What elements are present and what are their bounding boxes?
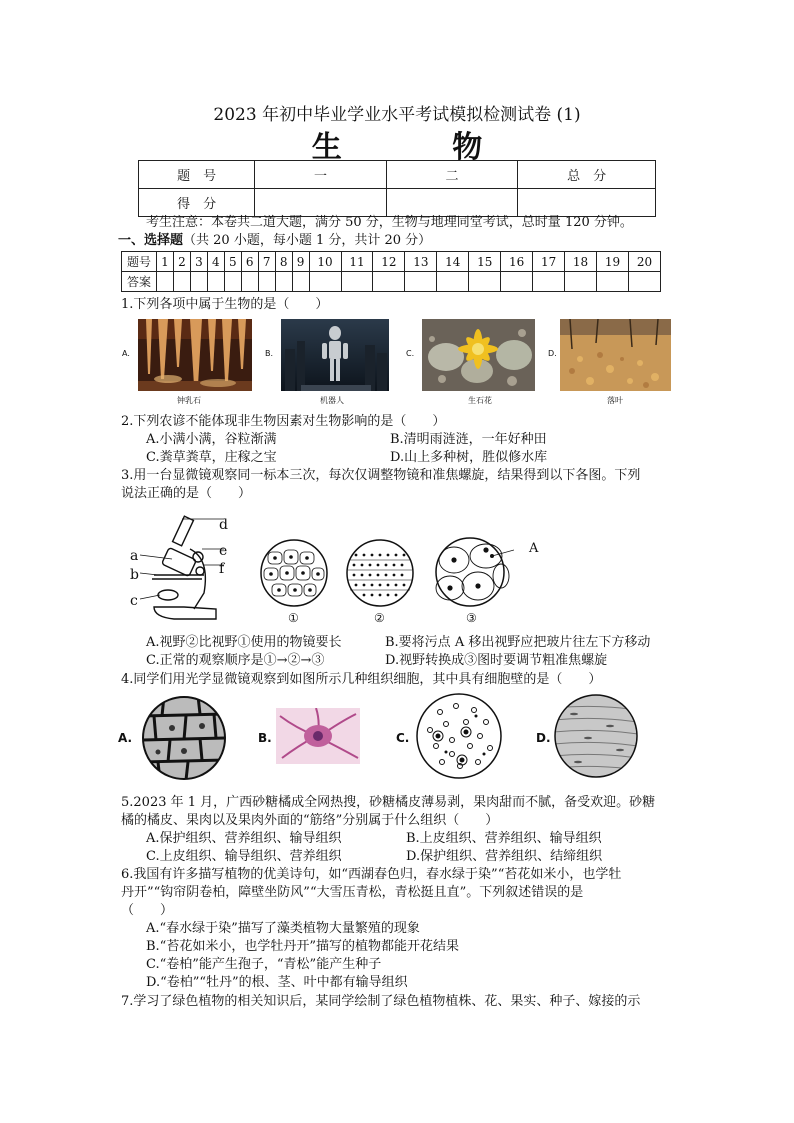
question-3-stem-line2: 说法正确的是（ ）	[121, 486, 252, 501]
answer-cell[interactable]	[437, 272, 469, 292]
question-number-cell: 5	[224, 252, 241, 272]
question-number-cell: 3	[190, 252, 207, 272]
question-number-cell: 15	[469, 252, 501, 272]
q3-option-c: C.正常的观察顺序是①→②→③	[146, 653, 325, 668]
answer-cell[interactable]	[597, 272, 629, 292]
q5-option-a: A.保护组织、营养组织、输导组织	[146, 831, 342, 846]
score-label-cell: 得 分	[139, 189, 255, 217]
answer-cell[interactable]	[469, 272, 501, 292]
question-4-stem: 4.同学们用光学显微镜观察到如图所示几种组织细胞，其中具有细胞壁的是（ ）	[121, 672, 602, 687]
question-number-cell: 20	[628, 252, 660, 272]
exam-title: 2023 年初中毕业学业水平考试模拟检测试卷 (1)	[213, 105, 581, 125]
point-a-label: A	[529, 541, 539, 556]
view-label-2: ②	[374, 611, 385, 625]
microscope-view-2	[340, 538, 420, 608]
q5-option-c: C.上皮组织、输导组织、营养组织	[146, 849, 342, 864]
question-2-stem: 2.下列农谚不能体现非生物因素对生物影响的是（ ）	[121, 414, 446, 429]
view-label-3: ③	[466, 611, 477, 625]
question-number-cell: 8	[275, 252, 292, 272]
answer-cell[interactable]	[275, 272, 292, 292]
question-number-cell: 17	[533, 252, 565, 272]
answer-cell[interactable]	[565, 272, 597, 292]
subject-title: 生 物	[311, 130, 533, 165]
lithops-image	[422, 319, 535, 391]
q1-option-caption: 落叶	[607, 396, 623, 405]
q6-option-a: A.“春水绿于染”描写了藻类植物大量繁殖的现象	[146, 921, 420, 936]
question-number-cell: 10	[309, 252, 341, 272]
answer-cell[interactable]	[190, 272, 207, 292]
section-heading	[118, 232, 431, 250]
q1-option-letter: B.	[265, 349, 274, 358]
robot-image	[281, 319, 389, 391]
answer-cell[interactable]	[309, 272, 341, 292]
q2-option-a: A.小满小满，谷粒渐满	[146, 432, 277, 447]
microscope-label-e: e	[219, 543, 228, 559]
fallen-leaves-image	[560, 319, 671, 391]
q4-option-letter: B.	[258, 731, 272, 745]
q2-option-b: B.清明雨涟涟，一年好种田	[390, 432, 547, 447]
score-header-cell: 题 号	[139, 161, 255, 189]
q3-option-a: A.视野②比视野①使用的物镜要长	[146, 635, 342, 650]
answer-cell[interactable]	[241, 272, 258, 292]
question-5-stem-line2: 橘的橘皮、果肉以及果肉外面的“筋络”分别属于什么组织（ ）	[121, 813, 499, 828]
q3-option-b: B.要将污点 A 移出视野应把玻片往左下方移动	[385, 635, 651, 650]
answer-cell[interactable]	[173, 272, 190, 292]
q6-option-d: D.“卷柏”“牡丹”的根、茎、叶中都有输导组织	[146, 975, 408, 990]
microscope-label-a: a	[130, 548, 139, 564]
view-label-1: ①	[288, 611, 299, 625]
section-heading-label: 一、选择题	[118, 233, 184, 248]
answer-cell[interactable]	[405, 272, 437, 292]
q1-option-letter: C.	[406, 349, 415, 358]
answer-cell[interactable]	[224, 272, 241, 292]
microscope-label-c: c	[130, 593, 138, 609]
answer-cell[interactable]	[501, 272, 533, 292]
microscope-label-d: d	[219, 517, 228, 533]
score-input-cell[interactable]	[518, 189, 656, 217]
q6-option-c: C.“卷柏”能产生孢子，“青松”能产生种子	[146, 957, 382, 972]
question-6-stem-line1: 6.我国有许多描写植物的优美诗句，如“西湖春色归，春水绿于染”“苔花如米小，也学牡	[121, 867, 622, 882]
score-header-cell: 二	[386, 161, 517, 189]
nerve-cell-image	[276, 708, 360, 764]
question-number-cell: 6	[241, 252, 258, 272]
score-table	[138, 160, 656, 217]
microscope-label-b: b	[130, 567, 139, 583]
answer-cell[interactable]	[628, 272, 660, 292]
question-number-cell: 1	[157, 252, 174, 272]
plant-epidermis-cells-image	[142, 696, 226, 780]
question-number-cell: 13	[405, 252, 437, 272]
question-number-cell: 4	[207, 252, 224, 272]
microscope-view-1	[254, 538, 334, 608]
score-header-cell: 总 分	[518, 161, 656, 189]
question-number-cell: 9	[292, 252, 309, 272]
muscle-tissue-image	[554, 694, 638, 778]
question-7-stem: 7.学习了绿色植物的相关知识后，某同学绘制了绿色植物植株、花、果实、种子、嫁接的示	[121, 994, 641, 1009]
question-number-cell: 7	[258, 252, 275, 272]
question-number-cell: 16	[501, 252, 533, 272]
blood-cells-image	[416, 692, 502, 780]
q1-option-letter: A.	[122, 349, 130, 358]
answer-cell[interactable]	[341, 272, 373, 292]
q5-option-b: B.上皮组织、营养组织、输导组织	[406, 831, 602, 846]
q1-option-letter: D.	[548, 349, 557, 358]
stalactite-image	[138, 319, 252, 391]
q1-option-caption: 钟乳石	[177, 396, 201, 405]
answer-cell[interactable]	[157, 272, 174, 292]
section-heading-detail: （共 20 小题，每小题 1 分，共计 20 分）	[183, 233, 432, 248]
answer-row-label: 题号	[122, 252, 157, 272]
question-6-stem-line3: （ ）	[121, 903, 174, 918]
q4-option-letter: A.	[118, 731, 133, 745]
answer-table	[121, 251, 661, 292]
question-number-cell: 18	[565, 252, 597, 272]
score-input-cell[interactable]	[386, 189, 517, 217]
question-1-stem: 1.下列各项中属于生物的是（ ）	[121, 297, 329, 312]
question-3-stem-line1: 3.用一台显微镜观察同一标本三次，每次仅调整物镜和准焦螺旋，结果得到以下各图。下列	[121, 468, 641, 483]
q2-option-c: C.粪草粪草，庄稼之宝	[146, 450, 277, 465]
exam-notice: 考生注意：本卷共二道大题，满分 50 分，生物与地理同堂考试，总时量 120 分钟。	[146, 215, 633, 230]
q1-option-caption: 生石花	[468, 396, 492, 405]
question-number-cell: 12	[373, 252, 405, 272]
q5-option-d: D.保护组织、营养组织、结缔组织	[406, 849, 603, 864]
q3-option-d: D.视野转换成③图时要调节粗准焦螺旋	[385, 653, 608, 668]
answer-cell[interactable]	[533, 272, 565, 292]
q1-option-caption: 机器人	[320, 396, 344, 405]
answer-cell[interactable]	[373, 272, 405, 292]
microscope-view-3	[428, 534, 514, 608]
answer-row-label: 答案	[122, 272, 157, 292]
q4-option-letter: C.	[396, 731, 410, 745]
microscope-label-f: f	[219, 561, 225, 577]
question-number-cell: 2	[173, 252, 190, 272]
answer-cell[interactable]	[292, 272, 309, 292]
score-header-cell: 一	[255, 161, 386, 189]
question-number-cell: 11	[341, 252, 373, 272]
answer-cell[interactable]	[207, 272, 224, 292]
question-number-cell: 14	[437, 252, 469, 272]
q6-option-b: B.“苔花如米小，也学牡丹开”描写的植物都能开花结果	[146, 939, 459, 954]
question-5-stem-line1: 5.2023 年 1 月，广西砂糖橘成全网热搜，砂糖橘皮薄易剥，果肉甜而不腻，备受欢迎。砂糖	[121, 795, 656, 810]
score-input-cell[interactable]	[255, 189, 386, 217]
question-number-cell: 19	[597, 252, 629, 272]
q2-option-d: D.山上多种树，胜似修水库	[390, 450, 548, 465]
question-6-stem-line2: 丹开”“钩帘阴卷柏，障壁坐防风”“大雪压青松，青松挺且直”。下列叙述错误的是	[121, 885, 584, 900]
answer-cell[interactable]	[258, 272, 275, 292]
q4-option-letter: D.	[536, 731, 551, 745]
